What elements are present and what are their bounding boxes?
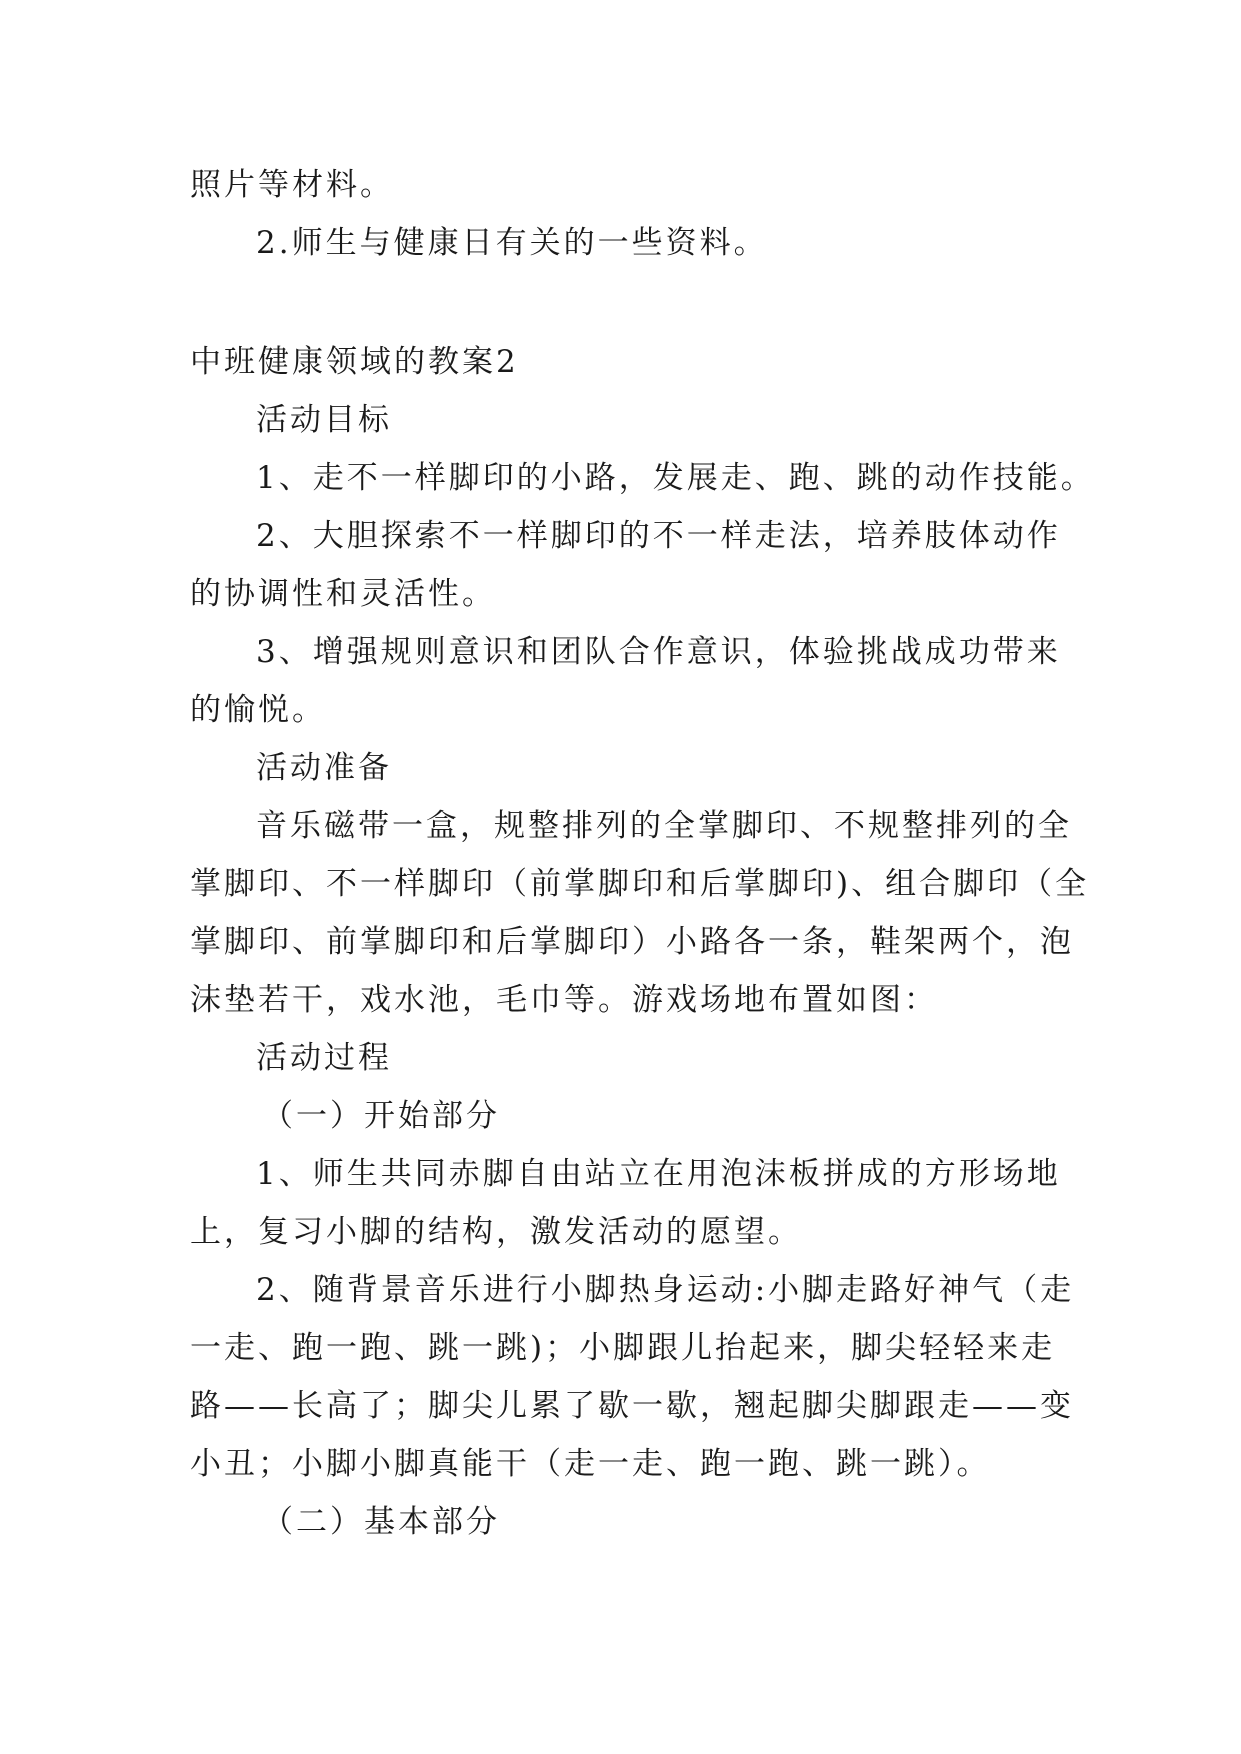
paragraph-line: 小丑；小脚小脚真能干（走一走、跑一跑、跳一跳）。 bbox=[190, 1446, 991, 1482]
paragraph-line: 2.师生与健康日有关的一些资料。 bbox=[256, 225, 768, 261]
subheading: （一）开始部分 bbox=[262, 1098, 500, 1134]
subheading: 活动目标 bbox=[256, 402, 392, 438]
paragraph-line: 沫垫若干，戏水池，毛巾等。游戏场地布置如图： bbox=[190, 982, 938, 1018]
paragraph-line: 的协调性和灵活性。 bbox=[190, 576, 496, 612]
subheading: （二）基本部分 bbox=[262, 1504, 500, 1540]
subheading: 活动过程 bbox=[256, 1040, 392, 1076]
paragraph-line: 音乐磁带一盒，规整排列的全掌脚印、不规整排列的全 bbox=[256, 808, 1072, 844]
paragraph-line: 一走、跑一跑、跳一跳)；小脚跟儿抬起来，脚尖轻轻来走 bbox=[190, 1330, 1056, 1366]
paragraph-line: 路——长高了；脚尖儿累了歇一歇，翘起脚尖脚跟走——变 bbox=[190, 1388, 1074, 1424]
paragraph-line: 上，复习小脚的结构，激发活动的愿望。 bbox=[190, 1214, 802, 1250]
paragraph-line: 2、随背景音乐进行小脚热身运动:小脚走路好神气（走 bbox=[256, 1272, 1075, 1308]
paragraph-line: 的愉悦。 bbox=[190, 692, 326, 728]
paragraph-line: 1、走不一样脚印的小路，发展走、跑、跳的动作技能。 bbox=[256, 460, 1095, 496]
section-heading: 中班健康领域的教案2 bbox=[190, 344, 519, 380]
paragraph-line: 3、增强规则意识和团队合作意识，体验挑战成功带来 bbox=[256, 634, 1061, 670]
paragraph-line: 照片等材料。 bbox=[190, 167, 394, 203]
paragraph-line: 1、师生共同赤脚自由站立在用泡沫板拼成的方形场地 bbox=[256, 1156, 1061, 1192]
subheading: 活动准备 bbox=[256, 750, 392, 786]
paragraph-line: 掌脚印、不一样脚印（前掌脚印和后掌脚印)、组合脚印（全 bbox=[190, 866, 1090, 902]
paragraph-line: 2、大胆探索不一样脚印的不一样走法，培养肢体动作 bbox=[256, 518, 1061, 554]
paragraph-line: 掌脚印、前掌脚印和后掌脚印）小路各一条，鞋架两个，泡 bbox=[190, 924, 1074, 960]
